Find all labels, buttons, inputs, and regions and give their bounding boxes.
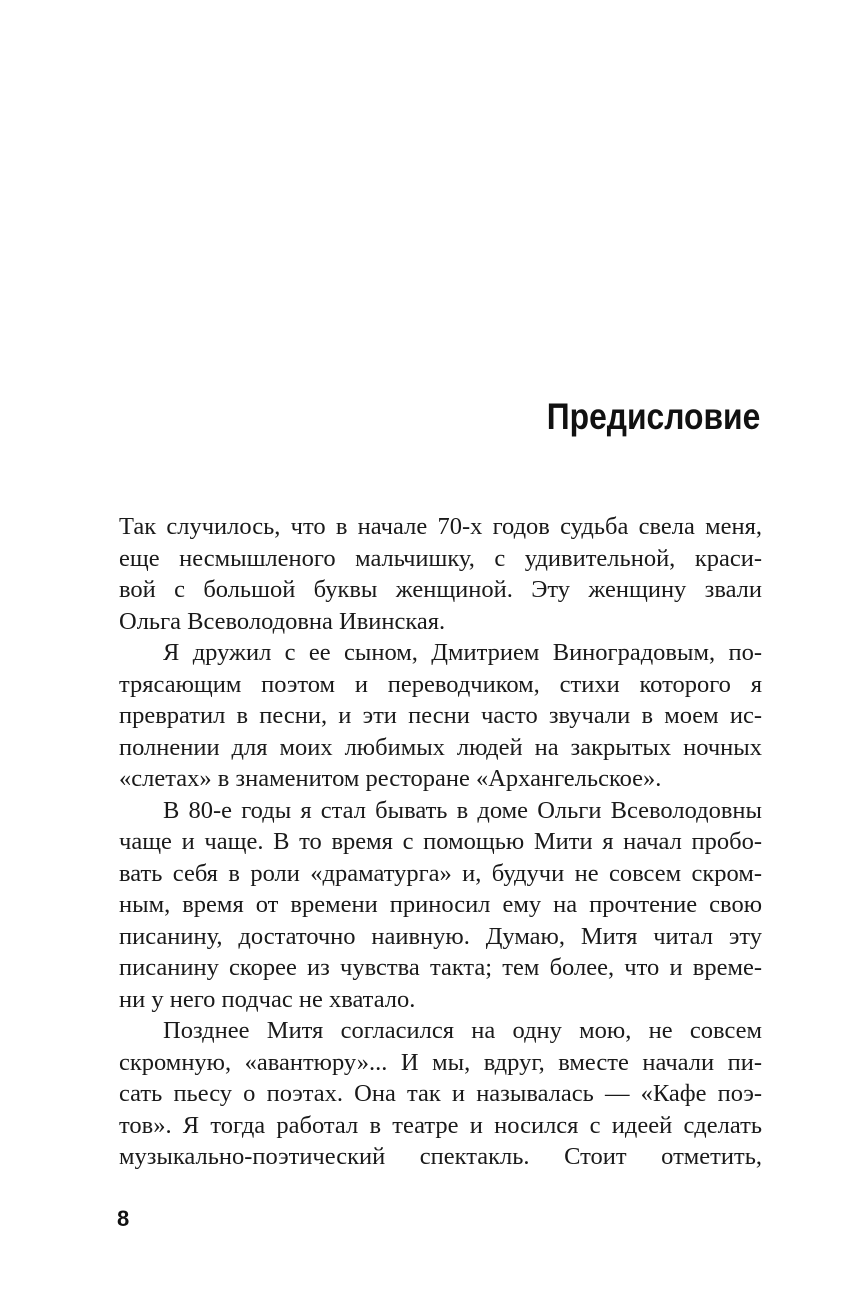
- text-line: вать себя в роли «драматурга» и, будучи не совсем скром-: [119, 859, 762, 887]
- text-line: превратил в песни, и эти песни часто звучали в моем ис-: [119, 702, 762, 729]
- text-line: еще несмышленого мальчишку, с удивительной, краси-: [119, 544, 762, 572]
- text-line: сать пьесу о поэтах. Она так и называлась — «Кафе поэ-: [119, 1080, 762, 1107]
- text-line: вой с большой буквы женщиной. Эту женщину звали: [119, 576, 762, 603]
- text-line: ни у него подчас не хватало.: [119, 985, 416, 1013]
- text-line: Я дружил с ее сыном, Дмитрием Виноградовым, по-: [163, 639, 762, 666]
- text-line: писанину скорее из чувства такта; тем более, что и време-: [119, 954, 762, 981]
- text-line: трясающим поэтом и переводчиком, стихи которого я: [119, 670, 762, 698]
- text-line: Так случилось, что в начале 70-х годов судьба свела меня,: [119, 513, 762, 540]
- text-line: тов». Я тогда работал в театре и носился с идеей сделать: [119, 1111, 762, 1139]
- text-line: музыкально-поэтический спектакль. Стоит отметить,: [119, 1143, 762, 1170]
- chapter-title: Предисловие: [546, 396, 760, 437]
- text-line: ным, время от времени приносил ему на прочтение свою: [119, 891, 762, 918]
- text-line: полнении для моих любимых людей на закрытых ночных: [119, 733, 762, 761]
- body-text: [119, 511, 762, 1173]
- page-number: 8: [117, 1206, 130, 1231]
- text-line: «слетах» в знаменитом ресторане «Архангельское».: [119, 765, 662, 792]
- text-line: писанину, достаточно наивную. Думаю, Митя читал эту: [119, 922, 762, 950]
- text-line: Ольга Всеволодовна Ивинская.: [119, 607, 446, 635]
- text-line: скромную, «авантюру»... И мы, вдруг, вместе начали пи-: [119, 1048, 762, 1076]
- text-line: Позднее Митя согласился на одну мою, не совсем: [163, 1017, 762, 1044]
- text-line: чаще и чаще. В то время с помощью Мити я начал пробо-: [119, 828, 762, 855]
- text-line: В 80-е годы я стал бывать в доме Ольги Всеволодовны: [163, 796, 762, 824]
